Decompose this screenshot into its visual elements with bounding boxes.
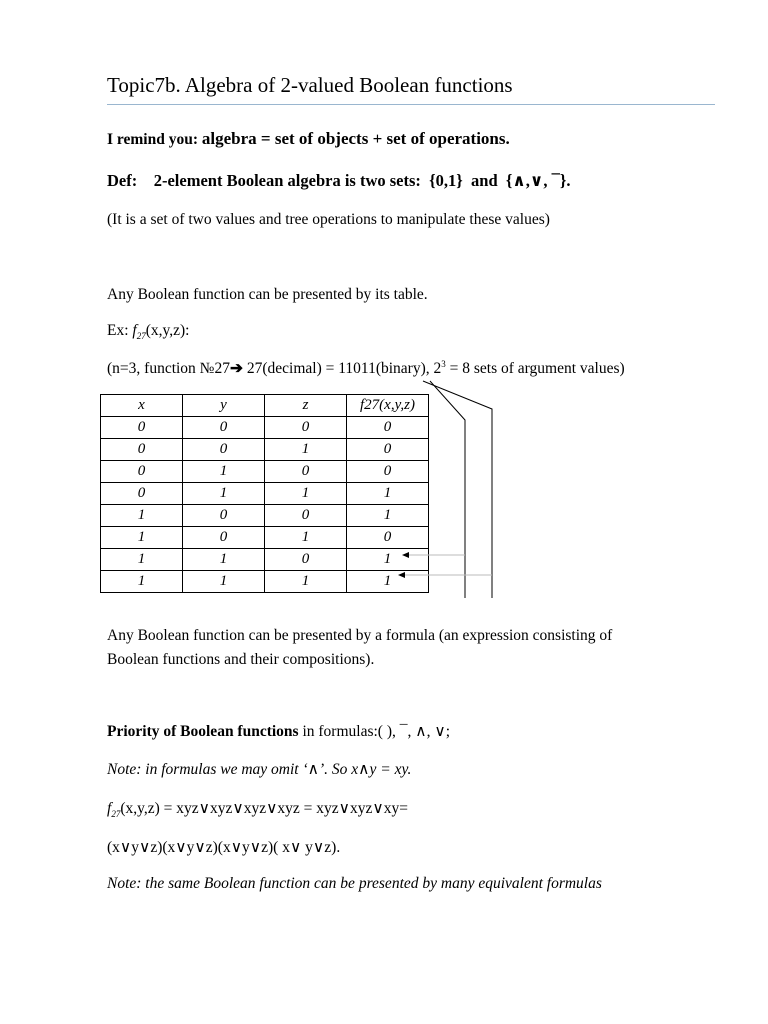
table-cell: 1 [183,461,265,483]
table-cell: 1 [183,571,265,593]
def-text: 2-element Boolean algebra is two sets: [153,171,421,190]
explain-part2: 27(decimal) = 11011(binary), 2 [242,360,442,378]
table-cell: 0 [101,439,183,461]
definition-line [107,171,570,191]
def-set-operations: {∧,∨, ¯}. [505,171,571,190]
connector-line-2 [430,381,465,598]
priority-bold: Priority of Boolean functions [107,723,299,740]
priority-rest: in formulas:( ), ¯, ∧, ∨; [298,723,450,740]
table-cell: 0 [183,527,265,549]
formula-intro-1: Any Boolean function can be presented by a formula (an expression consisting of [107,627,613,644]
table-cell: 1 [265,439,347,461]
truth-table-header [101,395,429,417]
table-cell: 0 [265,417,347,439]
note-omit: Note: in formulas we may omit ‘∧’. So x∧y = xy. [107,761,412,778]
remind-text: algebra = set of objects + set of operations. [201,129,510,148]
table-cell: 0 [265,549,347,571]
table-cell: 1 [101,571,183,593]
remind-prefix: I remind you: [107,131,199,148]
table-cell: 0 [347,417,429,439]
def-label: Def: [107,171,138,190]
table-row [101,549,429,571]
table-cell: 0 [347,439,429,461]
table-cell: 0 [265,505,347,527]
connector-line-1 [423,381,492,598]
table-cell: 0 [347,527,429,549]
header-z: z [265,395,347,417]
table-cell: 0 [101,417,183,439]
table-row [101,461,429,483]
formula-sub: 27 [111,809,121,820]
formula-line-1-text: (x,y,z) = xyz∨xyz∨xyz∨xyz = xyz∨xyz∨xy= [120,800,408,817]
explain-part3: = 8 sets of argument values) [445,360,625,378]
table-row [101,417,429,439]
header-x: x [101,395,183,417]
formula-func: f [107,800,112,817]
truth-table-body [101,417,429,593]
table-cell: 1 [183,483,265,505]
table-row [101,571,429,593]
table-row [101,483,429,505]
header-y: y [183,395,265,417]
title-underline [107,104,715,105]
table-cell: 0 [265,461,347,483]
table-cell: 0 [183,505,265,527]
header-f: f27(x,y,z) [347,395,429,417]
def-and: and [471,171,498,190]
table-cell: 1 [101,549,183,571]
note-equivalent: Note: the same Boolean function can be presented by many equivalent formulas [107,875,602,892]
table-cell: 1 [265,483,347,505]
table-cell: 1 [183,549,265,571]
def-set-values: {0,1} [429,171,463,190]
remind-line [107,129,510,149]
table-cell: 1 [347,571,429,593]
table-cell: 0 [101,483,183,505]
table-cell: 1 [347,505,429,527]
table-cell: 1 [101,527,183,549]
table-row [101,505,429,527]
table-row [101,439,429,461]
example-func: f [132,322,137,339]
table-cell: 1 [347,549,429,571]
table-intro: Any Boolean function can be presented by its table. [107,286,428,303]
right-arrow-icon: ➔ [229,360,243,378]
table-cell: 0 [183,417,265,439]
truth-table [100,394,429,593]
paren-note: (It is a set of two values and tree operations to manipulate these values) [107,211,550,228]
example-line [107,322,189,341]
table-cell: 0 [347,461,429,483]
formula-line-2: (x∨y∨z)(x∨y∨z)(x∨y∨z)( x∨ y∨z). [107,839,341,856]
explain-exp: 3 [441,359,446,369]
explain-part1: (n=3, function №27 [107,360,230,378]
table-row [101,527,429,549]
example-sub: 27 [136,331,146,342]
table-cell: 1 [265,571,347,593]
formula-intro-2: Boolean functions and their compositions). [107,651,375,668]
explain-line [107,359,625,378]
page-title: Topic7b. Algebra of 2-valued Boolean functions [107,73,513,97]
example-prefix: Ex: [107,322,129,339]
example-args: (x,y,z): [145,322,190,339]
formula-line-1 [107,799,408,819]
table-cell: 1 [265,527,347,549]
priority-line [107,722,450,741]
table-cell: 0 [183,439,265,461]
table-cell: 0 [101,461,183,483]
table-cell: 1 [347,483,429,505]
table-cell: 1 [101,505,183,527]
